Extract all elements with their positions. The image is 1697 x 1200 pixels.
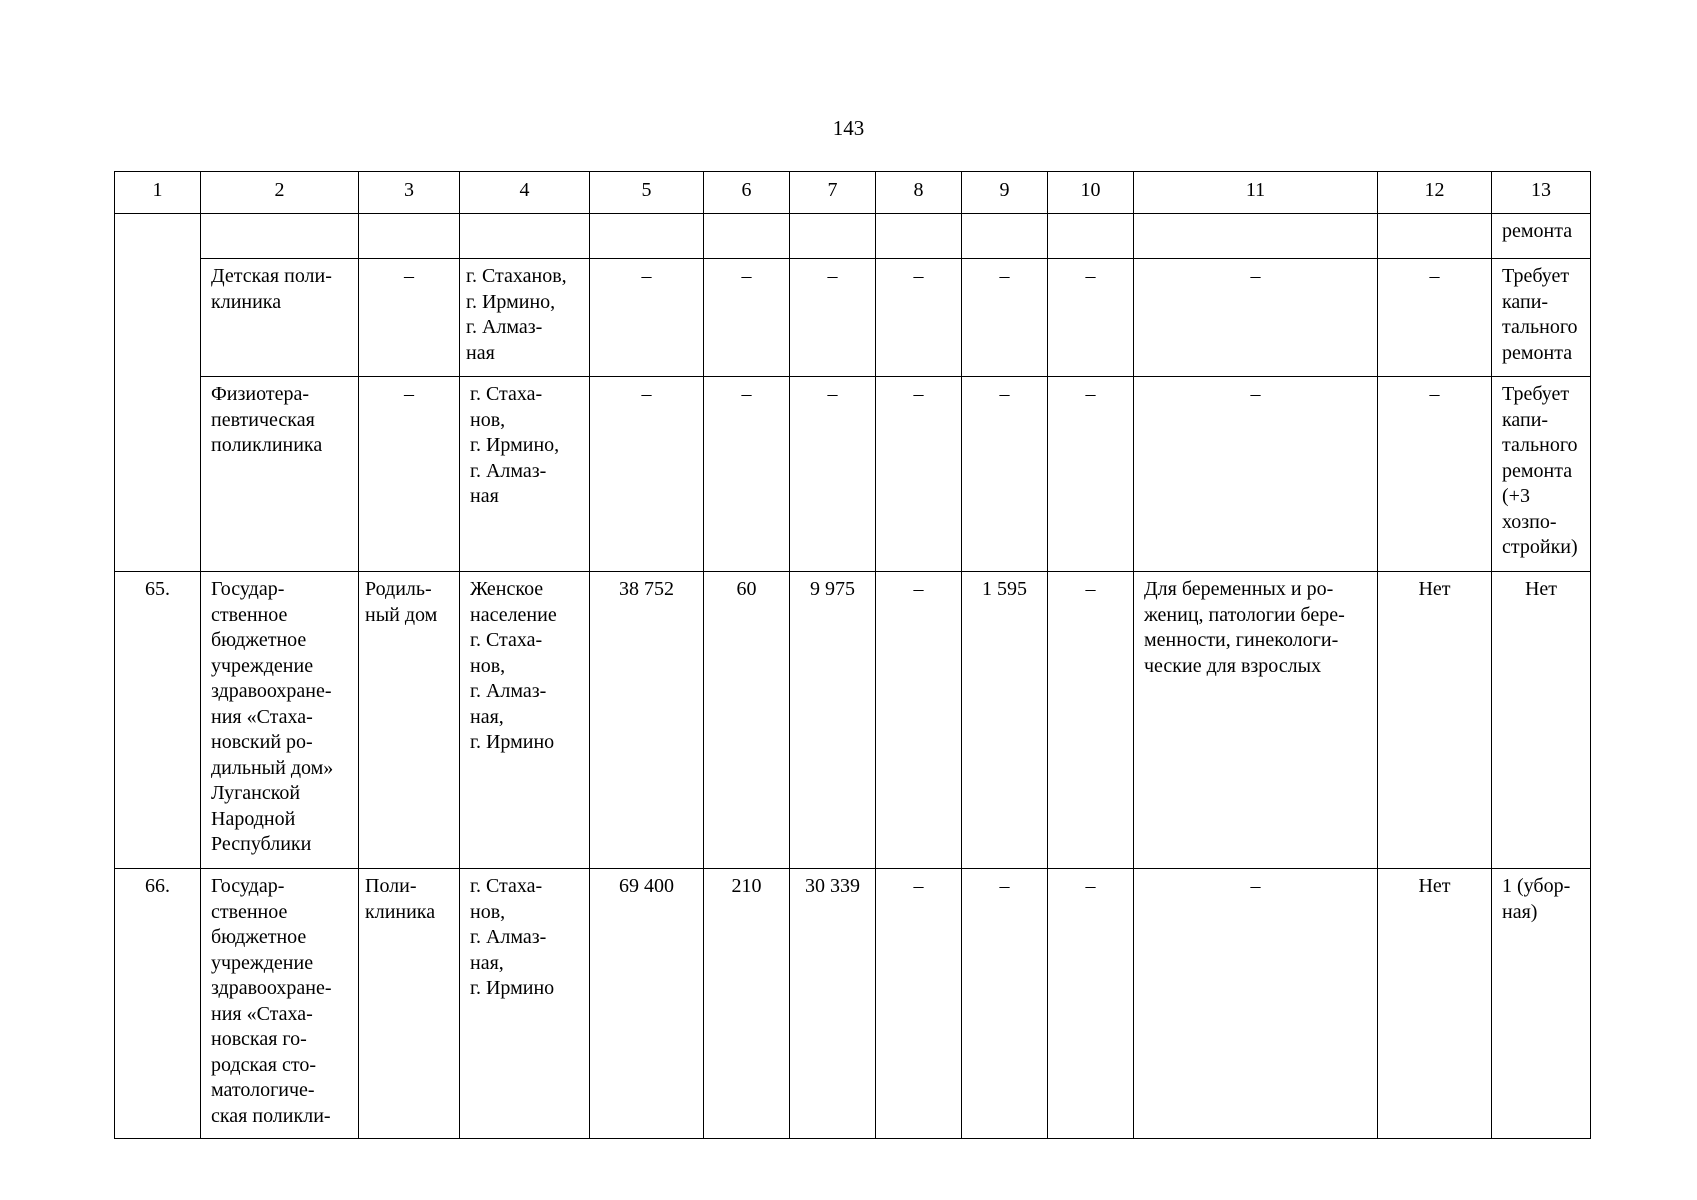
value-cell: – xyxy=(962,869,1048,1139)
header-cell: 8 xyxy=(876,172,962,214)
profile-cell xyxy=(1134,214,1378,259)
type-cell: Родиль- ный дом xyxy=(359,572,460,869)
value-cell xyxy=(590,214,704,259)
type-cell: – xyxy=(359,259,460,377)
value-cell: – xyxy=(1048,259,1134,377)
row-number-cell xyxy=(115,259,201,377)
condition-cell: Требует капи- тального ремонта xyxy=(1492,259,1591,377)
table-row xyxy=(115,214,1591,259)
table-row xyxy=(115,259,1591,377)
value-cell: – xyxy=(876,572,962,869)
header-cell: 9 xyxy=(962,172,1048,214)
header-cell: 6 xyxy=(704,172,790,214)
value-cell: 9 975 xyxy=(790,572,876,869)
value-cell: – xyxy=(790,377,876,572)
value-cell xyxy=(704,214,790,259)
value-cell xyxy=(1378,214,1492,259)
table-row xyxy=(115,377,1591,572)
table-row xyxy=(115,572,1591,869)
value-cell: 38 752 xyxy=(590,572,704,869)
value-cell: – xyxy=(1048,377,1134,572)
service-area-cell: г. Стаханов, г. Ирмино, г. Алмаз- ная xyxy=(460,259,590,377)
profile-cell: – xyxy=(1134,869,1378,1139)
value-cell: 60 xyxy=(704,572,790,869)
value-cell: 30 339 xyxy=(790,869,876,1139)
institution-cell: Детская поли- клиника xyxy=(201,259,359,377)
value-cell xyxy=(790,214,876,259)
value-cell: 210 xyxy=(704,869,790,1139)
header-cell: 10 xyxy=(1048,172,1134,214)
profile-cell: Для беременных и ро- жениц, патологии бере- менности, гинекологи- ческие для взрослых xyxy=(1134,572,1378,869)
institution-cell: Физиотера- певтическая поликлиника xyxy=(201,377,359,572)
profile-cell: – xyxy=(1134,259,1378,377)
value-cell: – xyxy=(876,259,962,377)
header-cell: 3 xyxy=(359,172,460,214)
value-cell xyxy=(876,214,962,259)
header-cell: 4 xyxy=(460,172,590,214)
value-cell: Нет xyxy=(1378,572,1492,869)
data-table xyxy=(114,171,1591,1139)
service-area-cell xyxy=(460,214,590,259)
value-cell: – xyxy=(790,259,876,377)
value-cell: – xyxy=(590,377,704,572)
condition-cell: Нет xyxy=(1492,572,1591,869)
page-number: 143 xyxy=(832,116,865,140)
header-cell: 1 xyxy=(115,172,201,214)
value-cell: – xyxy=(962,377,1048,572)
row-number-cell: 66. xyxy=(115,869,201,1139)
header-cell: 12 xyxy=(1378,172,1492,214)
type-cell: Поли- клиника xyxy=(359,869,460,1139)
institution-cell: Государ- ственное бюджетное учреждение здравоохране- ния «Стаха- новская го- родская сто- матологиче- ская поликли- xyxy=(201,869,359,1139)
value-cell: – xyxy=(704,259,790,377)
header-cell: 11 xyxy=(1134,172,1378,214)
table-header-row xyxy=(115,172,1591,214)
value-cell: – xyxy=(1048,572,1134,869)
value-cell: 1 595 xyxy=(962,572,1048,869)
condition-cell: 1 (убор- ная) xyxy=(1492,869,1591,1139)
row-number-cell xyxy=(115,214,201,259)
value-cell xyxy=(1048,214,1134,259)
service-area-cell: г. Стаха- нов, г. Ирмино, г. Алмаз- ная xyxy=(460,377,590,572)
condition-cell: ремонта xyxy=(1492,214,1591,259)
value-cell: – xyxy=(1048,869,1134,1139)
header-cell: 13 xyxy=(1492,172,1591,214)
value-cell: – xyxy=(962,259,1048,377)
value-cell: – xyxy=(590,259,704,377)
condition-cell: Требует капи- тального ремонта (+3 хозпо- стройки) xyxy=(1492,377,1591,572)
service-area-cell: г. Стаха- нов, г. Алмаз- ная, г. Ирмино xyxy=(460,869,590,1139)
value-cell: 69 400 xyxy=(590,869,704,1139)
value-cell: Нет xyxy=(1378,869,1492,1139)
table-row xyxy=(115,869,1591,1139)
type-cell: – xyxy=(359,377,460,572)
value-cell: – xyxy=(876,377,962,572)
value-cell: – xyxy=(876,869,962,1139)
profile-cell: – xyxy=(1134,377,1378,572)
row-number-cell: 65. xyxy=(115,572,201,869)
institution-cell: Государ- ственное бюджетное учреждение здравоохране- ния «Стаха- новский ро- дильный дом» Луганской Народной Республики xyxy=(201,572,359,869)
value-cell xyxy=(962,214,1048,259)
type-cell xyxy=(359,214,460,259)
value-cell: – xyxy=(704,377,790,572)
institution-cell xyxy=(201,214,359,259)
service-area-cell: Женское население г. Стаха- нов, г. Алмаз- ная, г. Ирмино xyxy=(460,572,590,869)
row-number-cell xyxy=(115,377,201,572)
header-cell: 2 xyxy=(201,172,359,214)
value-cell: – xyxy=(1378,377,1492,572)
header-cell: 7 xyxy=(790,172,876,214)
value-cell: – xyxy=(1378,259,1492,377)
header-cell: 5 xyxy=(590,172,704,214)
